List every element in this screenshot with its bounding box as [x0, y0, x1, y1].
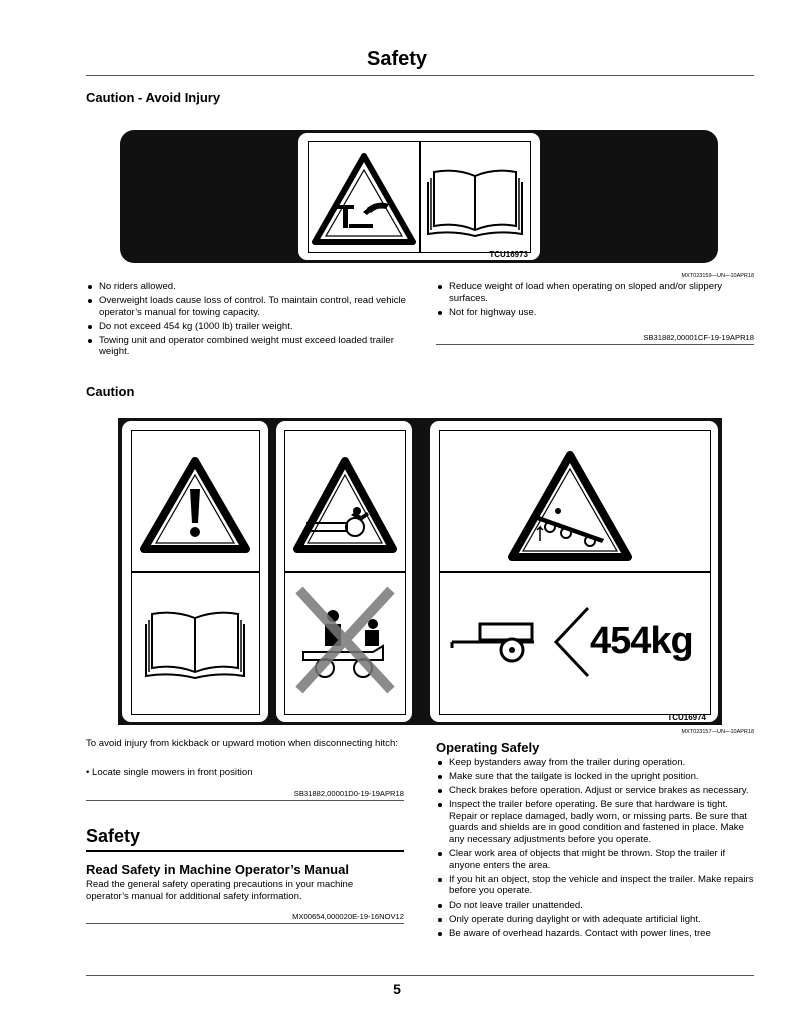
list-item: If you hit an object, stop the vehicle and inspect the trailer. Make repairs before you operate.: [436, 874, 758, 897]
operating-safely-heading: Operating Safely: [436, 740, 540, 755]
list-item: Do not leave trailer unattended.: [436, 900, 758, 912]
list-item: Overweight loads cause loss of control. To maintain control, read vehicle operator’s manual for towing capacity.: [86, 295, 406, 318]
decal-tcu16974: [118, 418, 722, 725]
section-heading-caution-avoid-injury: Caution - Avoid Injury: [86, 90, 221, 105]
section-rule: [86, 800, 404, 801]
section1-right-list: [436, 281, 756, 321]
list-item: Clear work area of objects that might be thrown. Stop the trailer if anyone enters the area.: [436, 848, 758, 871]
figure-reference: MXT023157—UN—10APR18: [681, 729, 754, 735]
list-item: Keep bystanders away from the trailer during operation.: [436, 757, 758, 769]
weight-limit-text: 454kg: [590, 620, 693, 662]
runover-warning-icon: [284, 430, 406, 573]
read-manual-heading: Read Safety in Machine Operator’s Manual: [86, 862, 349, 877]
reference-code: MX00654,000020E-19-16NOV12: [292, 912, 404, 921]
reference-code: SB31882,00001CF-19-19APR18: [643, 333, 754, 342]
list-item: Inspect the trailer before operating. Be sure that hardware is tight. Repair or replace damaged, badly worn, or missing parts. Be sure that guards and shields are in good condition and fastened in place. Make any necessary adjustments before you operate.: [436, 799, 758, 845]
decal-panel-a: [122, 421, 268, 722]
section-title-rule: [86, 850, 404, 852]
tipover-warning-icon: [439, 430, 711, 573]
list-item: No riders allowed.: [86, 281, 406, 293]
list-item: Be aware of overhead hazards. Contact with power lines, tree: [436, 928, 758, 940]
no-riders-icon: [284, 571, 406, 715]
header-rule: [86, 75, 754, 76]
figure-reference: MXT023159—UN—10APR18: [681, 273, 754, 279]
list-item: Only operate during daylight or with adequate artificial light.: [436, 914, 758, 926]
section1-left-list: [86, 281, 406, 361]
section-rule: [86, 923, 404, 924]
section-heading-caution: Caution: [86, 384, 135, 399]
exclamation-warning-icon: [131, 430, 260, 573]
page-number: 5: [393, 981, 401, 997]
decal-panel-c: [430, 421, 718, 722]
decal-panel: [298, 133, 540, 260]
list-item: Check brakes before operation. Adjust or service brakes as necessary.: [436, 785, 758, 797]
dash-item: • Locate single mowers in front position: [86, 767, 253, 778]
read-manual-paragraph: Read the general safety operating precautions in your machine operator’s manual for additional safety information.: [86, 879, 354, 902]
list-item: Reduce weight of load when operating on sloped and/or slippery surfaces.: [436, 281, 756, 304]
list-item: Make sure that the tailgate is locked in the upright position.: [436, 771, 758, 783]
decal-tcu16973: [120, 130, 718, 263]
open-manual-icon: [131, 571, 260, 715]
list-item: Towing unit and operator combined weight must exceed loaded trailer weight.: [86, 335, 406, 358]
section-title-safety: Safety: [86, 826, 141, 846]
decal-panel-b: [276, 421, 412, 722]
open-manual-icon: [419, 141, 531, 253]
list-item: Not for highway use.: [436, 307, 756, 319]
section-rule: [436, 344, 754, 345]
list-item: Do not exceed 454 kg (1000 lb) trailer weight.: [86, 321, 406, 333]
footer-rule: [86, 975, 754, 976]
trailer-weight-limit-icon: [439, 571, 711, 715]
hand-crush-warning-icon: [308, 141, 421, 253]
operating-safely-list: [436, 757, 758, 942]
less-than-icon: [552, 604, 592, 680]
trailer-icon: [440, 572, 560, 714]
page-header-title: Safety: [366, 48, 428, 70]
decal-label: TCU16973: [489, 250, 528, 259]
reference-code: SB31882,00001D0-19-19APR18: [293, 789, 404, 798]
decal-label: TCU16974: [667, 713, 706, 722]
kickback-paragraph: To avoid injury from kickback or upward motion when disconnecting hitch:: [86, 738, 398, 749]
